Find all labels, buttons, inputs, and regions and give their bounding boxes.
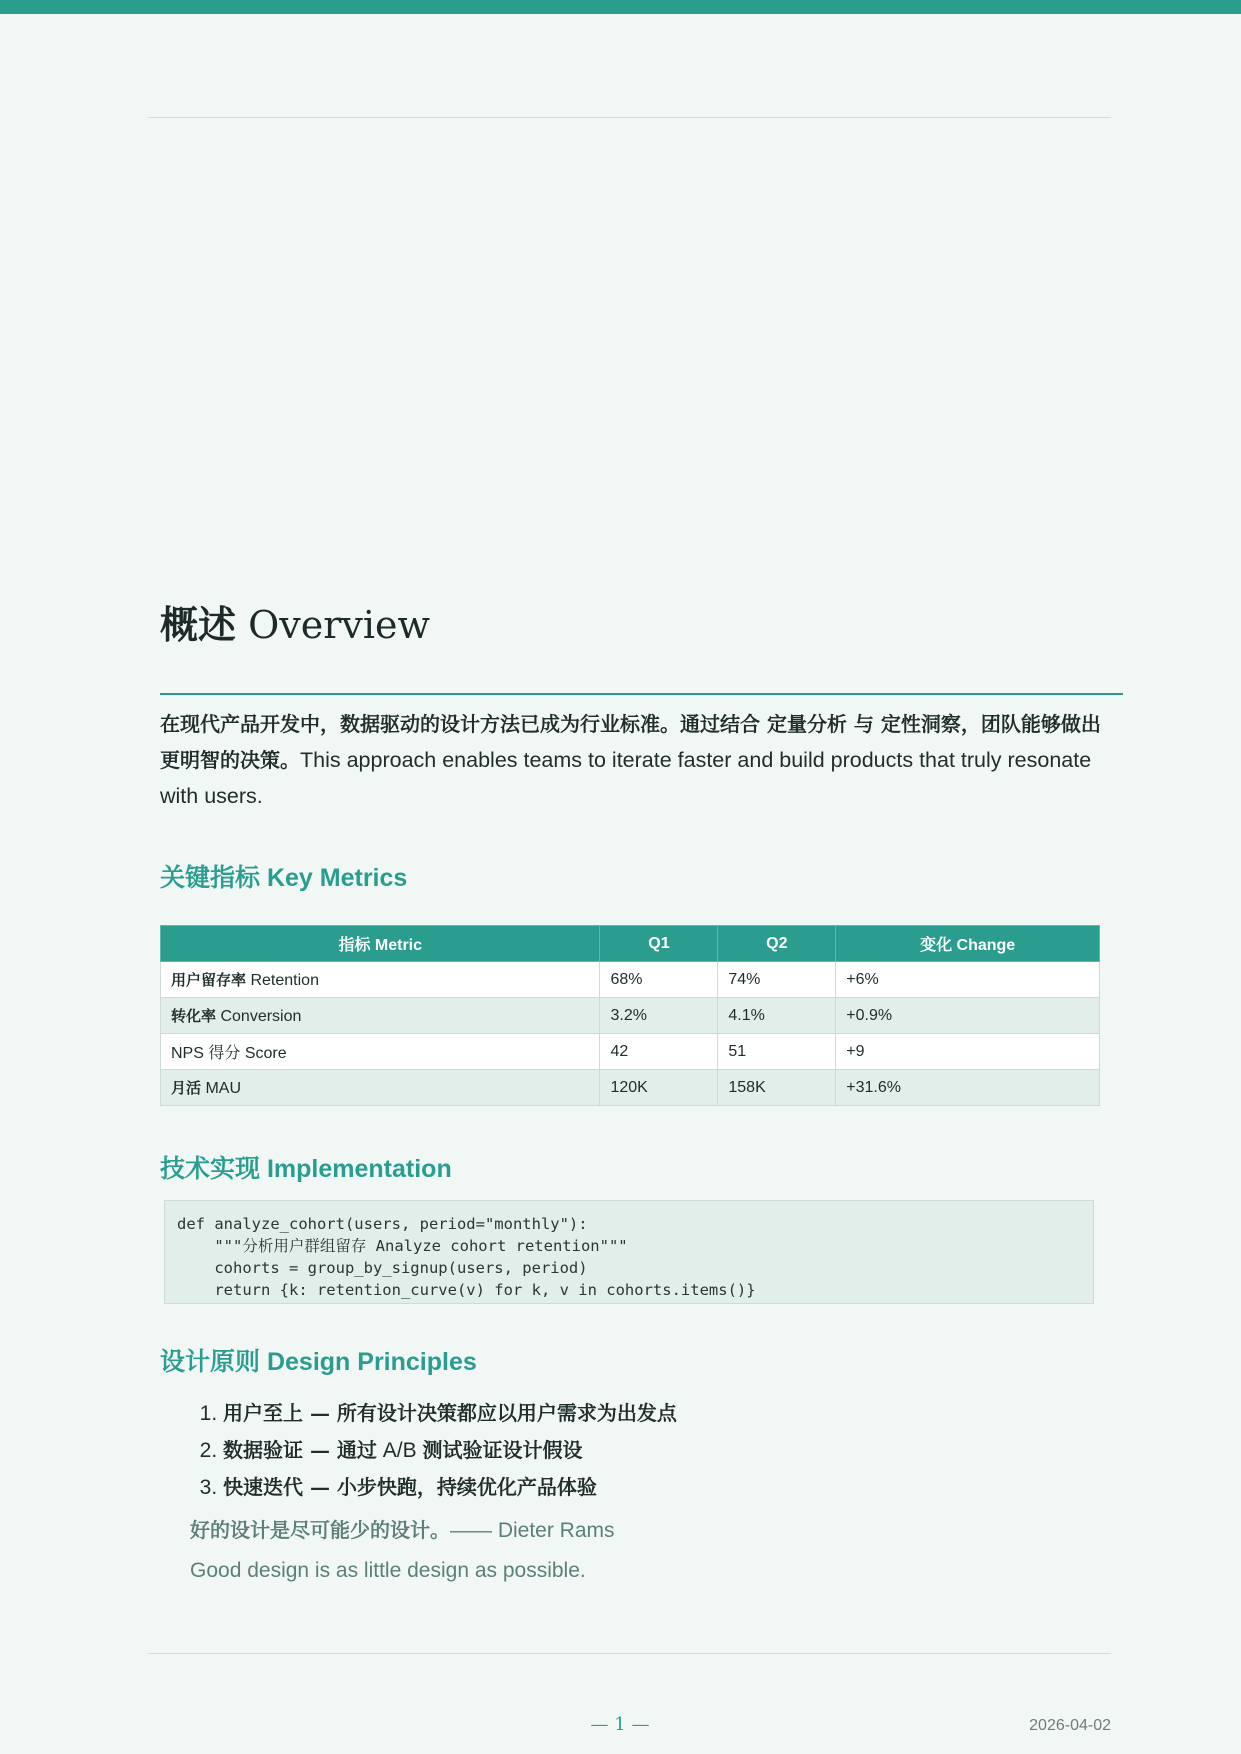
column-header-change: 变化 Change (836, 926, 1100, 962)
list-item (223, 1395, 677, 1432)
page-title-en: Overview (248, 603, 431, 647)
section-heading-implementation (160, 1155, 452, 1184)
principles-list (195, 1395, 677, 1506)
quote-chinese (190, 1514, 615, 1543)
principle-text: 快速迭代 — 小步快跑，持续优化产品体验 (223, 1475, 597, 1499)
principles-heading-cn: 设计原则 (160, 1347, 261, 1376)
q2-cell: 158K (718, 1070, 836, 1106)
metric-cell (161, 1070, 600, 1106)
q2-cell: 51 (718, 1034, 836, 1070)
metric-label-en: Conversion (220, 1008, 302, 1025)
footer-rule (148, 1653, 1111, 1654)
header-rule (148, 117, 1111, 118)
title-underline (160, 693, 1123, 695)
implementation-heading-en: Implementation (266, 1155, 452, 1183)
metric-cell (161, 1034, 600, 1070)
section-heading-principles (160, 1348, 477, 1377)
table-row (161, 1034, 1100, 1070)
q2-cell: 74% (718, 962, 836, 998)
metrics-heading-en: Key Metrics (266, 864, 408, 892)
metric-label-cn: NPS 得分 (171, 1045, 241, 1062)
principle-text: 测试验证设计假设 (422, 1438, 583, 1462)
list-item (223, 1469, 677, 1506)
q2-cell: 4.1% (718, 998, 836, 1034)
table-row (161, 962, 1100, 998)
principle-text-latin: A/B (376, 1439, 423, 1462)
section-heading-metrics (160, 864, 407, 893)
q1-cell: 42 (600, 1034, 718, 1070)
table-row (161, 1070, 1100, 1106)
q1-cell: 68% (600, 962, 718, 998)
column-header-metric: 指标 Metric (161, 926, 600, 962)
change-cell: +31.6% (836, 1070, 1100, 1106)
top-accent-bar (0, 0, 1241, 14)
change-cell: +0.9% (836, 998, 1100, 1034)
quote-english: Good design is as little design as possible. (190, 1559, 586, 1582)
principles-heading-en: Design Principles (266, 1348, 477, 1376)
metrics-table (160, 925, 1100, 1106)
principle-text: 用户至上 — 所有设计决策都应以用户需求为出发点 (223, 1401, 677, 1425)
metric-label-cn: 月活 (171, 1079, 202, 1097)
intro-bold-text: 在现代产品开发中，数据驱动的设计方法已成为行业标准。通过结合 定量分析 与 定性洞察，团队能够做出更明智的决策。 (160, 712, 1101, 772)
metric-label-cn: 转化率 (171, 1007, 217, 1025)
metric-label-en: Retention (250, 972, 319, 989)
table-header-row (161, 926, 1100, 962)
quote-attribution: —— Dieter Rams (450, 1519, 615, 1542)
metrics-heading-cn: 关键指标 (160, 863, 261, 892)
code-block: def analyze_cohort(users, period="monthly"): """分析用户群组留存 Analyze cohort retention""" cohorts = group_by_signup(users, period) return {k: retention_curve(v) for k, v in cohorts.items()} (164, 1200, 1094, 1304)
page-title-cn: 概述 (160, 602, 237, 647)
change-cell: +9 (836, 1034, 1100, 1070)
footer-date: 2026-04-02 (1029, 1717, 1111, 1734)
column-header-q2: Q2 (718, 926, 836, 962)
page-title (160, 602, 1123, 647)
list-item (223, 1432, 677, 1469)
table-row (161, 998, 1100, 1034)
intro-paragraph (160, 706, 1110, 814)
metric-label-en: MAU (205, 1080, 242, 1097)
metric-label-en: Score (244, 1045, 287, 1062)
metric-cell (161, 998, 600, 1034)
metric-label-cn: 用户留存率 (171, 971, 247, 989)
q1-cell: 120K (600, 1070, 718, 1106)
column-header-q1: Q1 (600, 926, 718, 962)
intro-text: This approach enables teams to iterate faster and build products that truly resonate with users. (160, 748, 1092, 808)
principle-text: 数据验证 — 通过 (223, 1438, 377, 1462)
metric-cell (161, 962, 600, 998)
q1-cell: 3.2% (600, 998, 718, 1034)
implementation-heading-cn: 技术实现 (160, 1154, 261, 1183)
page-number: — 1 — (590, 1714, 650, 1735)
quote-cn-text: 好的设计是尽可能少的设计。 (190, 1518, 450, 1542)
change-cell: +6% (836, 962, 1100, 998)
